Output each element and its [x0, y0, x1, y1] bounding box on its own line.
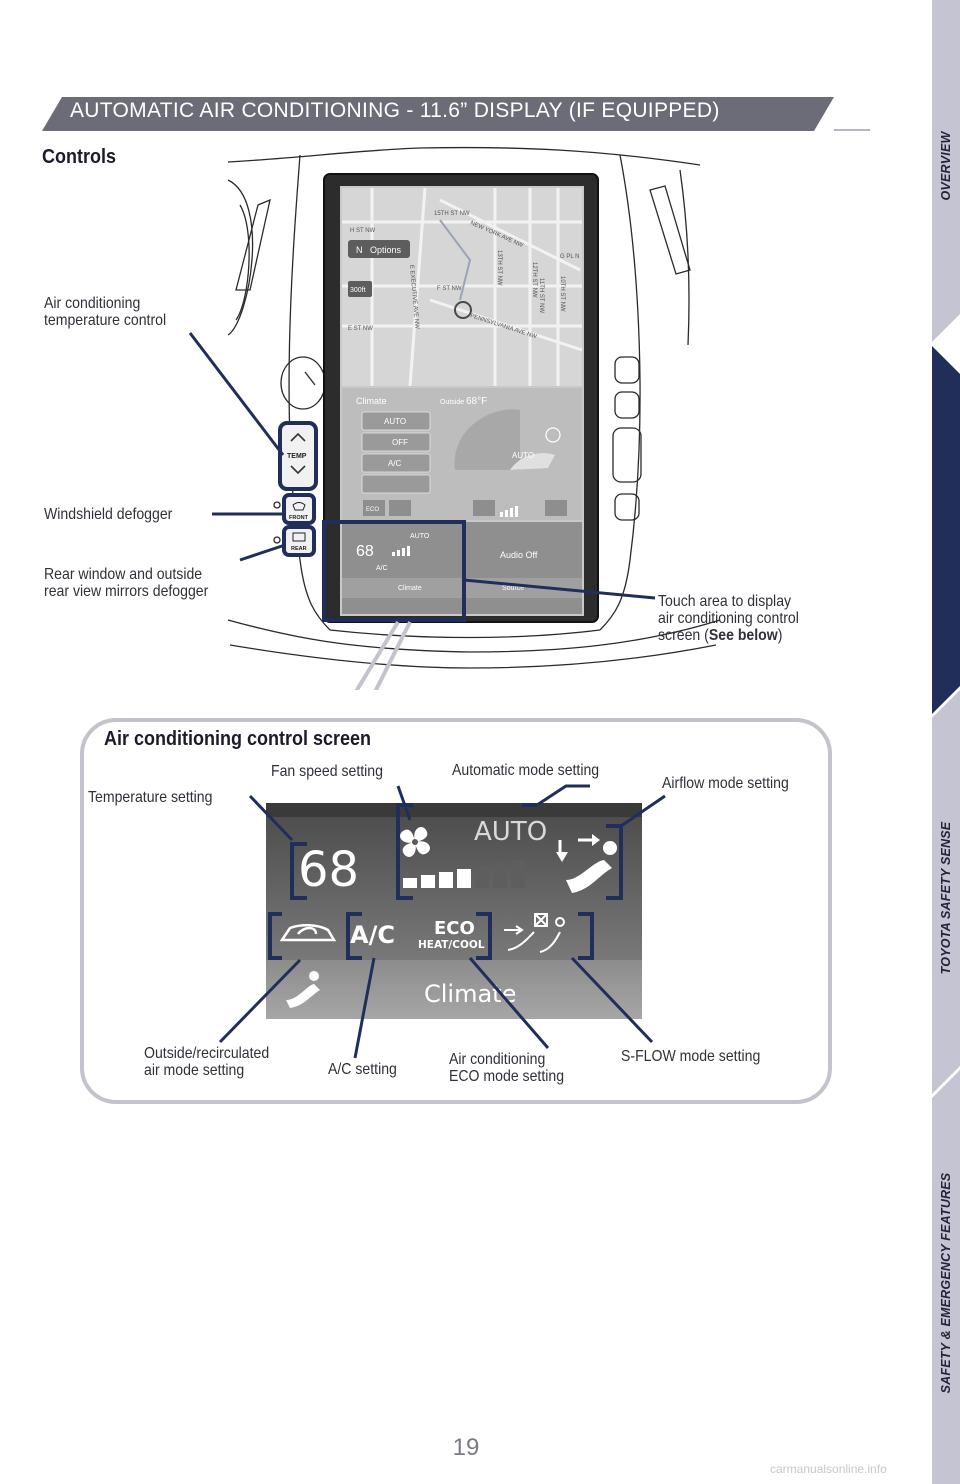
temp-button-label: TEMP	[287, 453, 307, 460]
street-label: 11TH ST NW	[538, 278, 544, 314]
callout-temperature-control	[44, 295, 166, 329]
display-bar-temp: 68	[356, 543, 374, 560]
callout-text: screen (	[658, 627, 709, 644]
control-screen-title: Air conditioning control screen	[104, 728, 372, 750]
display-eco-label: ECO	[366, 507, 380, 513]
street-label: 15TH ST NW	[434, 211, 470, 217]
callout-line: air conditioning control	[658, 610, 799, 627]
screen-auto-text: AUTO	[474, 817, 548, 847]
callout-line: rear view mirrors defogger	[44, 583, 209, 600]
display-outside-temp: 68°F	[466, 396, 488, 407]
fan-level-bar	[421, 875, 435, 888]
display-climate-tab: Climate	[398, 585, 422, 592]
fan-level-bar	[403, 878, 417, 888]
street-label: 12TH ST NW	[531, 262, 537, 298]
section-title: Controls	[42, 146, 116, 168]
screen-ac-text: A/C	[350, 921, 395, 949]
screen-heat-cool-text: HEAT/COOL	[418, 939, 485, 951]
label-airflow-mode-setting: Airflow mode setting	[662, 775, 789, 792]
display-auto-seat-label: AUTO	[512, 451, 535, 460]
front-button-label: FRONT	[289, 515, 308, 521]
tab-safety-emergency[interactable]: SAFETY & EMERGENCY FEATURES	[939, 1172, 953, 1394]
rear-button-label: REAR	[291, 546, 307, 552]
tab-toyota-safety-sense[interactable]: TOYOTA SAFETY SENSE	[939, 821, 953, 975]
map-options-label: Options	[370, 245, 402, 255]
fan-level-bar	[439, 872, 453, 888]
street-label: 13TH ST NW	[496, 250, 502, 286]
screen-temp-value: 68	[298, 842, 360, 898]
watermark: carmanualsonline.info	[770, 1462, 887, 1476]
label-automatic-mode-setting: Automatic mode setting	[452, 762, 600, 779]
fan-level-bar	[457, 869, 471, 888]
display-auto-button: AUTO	[384, 417, 407, 426]
display-bar-auto: AUTO	[410, 533, 430, 540]
label-sflow-mode-setting: S-FLOW mode setting	[621, 1048, 761, 1065]
see-below-text: See below	[708, 627, 778, 644]
street-label: PENNSYLVANIA AVE NW	[469, 313, 538, 341]
fan-level-bar	[511, 860, 525, 888]
street-label: H ST NW	[350, 228, 376, 234]
label-eco-mode-setting	[449, 1051, 564, 1085]
street-label: G PL N	[560, 254, 580, 260]
display-ac-button: A/C	[388, 459, 402, 468]
display-outside-label: Outside	[440, 399, 465, 406]
callout-line: temperature control	[44, 312, 167, 329]
street-label: 10TH ST NW	[559, 276, 565, 312]
display-climate-label: Climate	[356, 396, 387, 406]
display-audio-off: Audio Off	[500, 550, 538, 560]
callout-rear-defogger	[44, 566, 208, 600]
map-scale-label: 300ft	[350, 287, 366, 294]
street-label: E ST NW	[348, 326, 373, 332]
street-label: E EXECUTIVE AVE NW	[408, 264, 420, 330]
map-north-label: N	[356, 245, 363, 255]
display-source-tab: Source	[502, 585, 525, 592]
tab-features-operations[interactable]: FEATURES & OPERATIONS	[939, 439, 953, 609]
callout-text: )	[777, 627, 783, 644]
callout-line: Rear window and outside	[44, 566, 203, 583]
fan-level-bar	[493, 863, 507, 888]
page-header-title: AUTOMATIC AIR CONDITIONING - 11.6” DISPLAY (IF EQUIPPED)	[70, 99, 720, 122]
screen-eco-text: ECO	[434, 918, 475, 939]
callout-touch-area	[658, 593, 799, 644]
fan-level-bar	[475, 866, 489, 888]
label-outside-recirc-setting	[144, 1045, 269, 1079]
callout-line	[658, 627, 799, 644]
street-label: F ST NW	[437, 286, 462, 292]
callout-line: Touch area to display	[658, 593, 792, 610]
street-label: NEW YORK AVE NW	[469, 220, 524, 250]
label-temperature-setting: Temperature setting	[88, 789, 213, 806]
display-bar-ac: A/C	[376, 565, 388, 572]
callout-line: Air conditioning	[449, 1051, 546, 1068]
callout-windshield-defogger: Windshield defogger	[44, 506, 173, 523]
tab-overview[interactable]: OVERVIEW	[939, 131, 953, 201]
callout-line: ECO mode setting	[449, 1068, 565, 1085]
callout-line: air mode setting	[144, 1062, 245, 1079]
label-ac-setting: A/C setting	[328, 1061, 397, 1078]
callout-line: Air conditioning	[44, 295, 141, 312]
label-fan-speed-setting: Fan speed setting	[271, 763, 383, 780]
display-off-button: OFF	[392, 438, 408, 447]
callout-line: Outside/recirculated	[144, 1045, 270, 1062]
screen-climate-text: Climate	[424, 980, 517, 1008]
page-number: 19	[452, 1434, 480, 1461]
